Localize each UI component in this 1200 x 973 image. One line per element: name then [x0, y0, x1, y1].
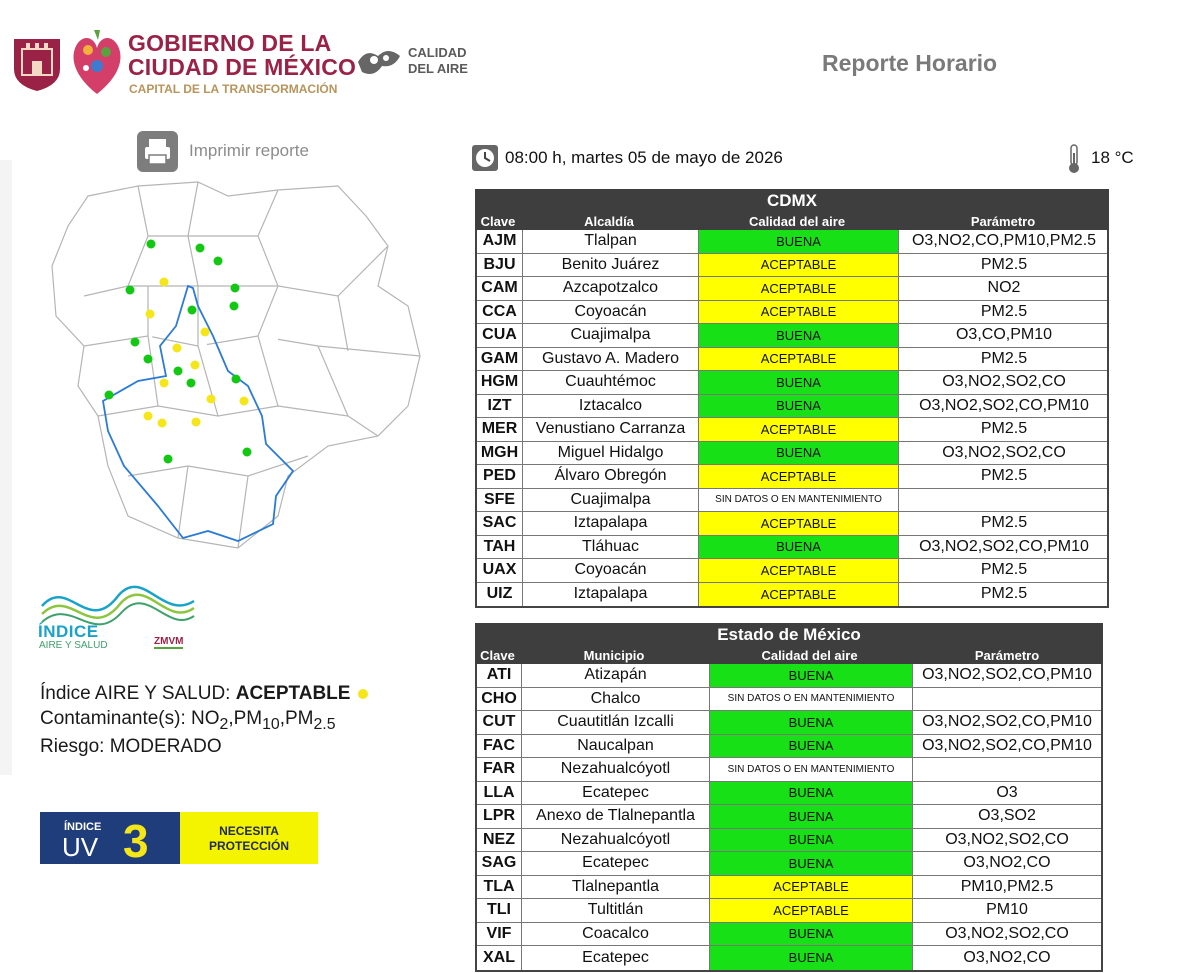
- station-name: Cuauhtémoc: [523, 371, 699, 394]
- station-name: Ecatepec: [522, 782, 710, 805]
- risk-line: Riesgo: MODERADO: [40, 736, 222, 757]
- parameters: PM2.5: [980, 585, 1028, 603]
- station-name: Cuajimalpa: [523, 489, 699, 512]
- table-row: [477, 465, 1107, 489]
- station-key: CCA: [477, 301, 523, 324]
- parameters: O3,NO2,SO2,CO,PM10: [922, 713, 1092, 731]
- table-row: [477, 230, 1107, 254]
- page-header: [0, 0, 1200, 110]
- parameters: O3,NO2,SO2,CO,PM10: [919, 537, 1089, 555]
- aire-logo-line1: CALIDAD: [408, 45, 467, 60]
- station-key: PED: [477, 465, 523, 488]
- station-map[interactable]: [48, 176, 422, 556]
- table-row: [477, 735, 1101, 759]
- station-name: Ecatepec: [522, 852, 710, 875]
- parameters: PM2.5: [980, 255, 1028, 273]
- station-name: Coyoacán: [523, 301, 699, 324]
- station-key: LPR: [477, 805, 522, 828]
- parameters: PM2.5: [980, 514, 1028, 532]
- parameters: O3,NO2,CO,PM10,PM2.5: [911, 232, 1097, 250]
- station-key: SAC: [477, 512, 523, 535]
- parameters: PM2.5: [980, 302, 1028, 320]
- station-name: Coacalco: [522, 923, 710, 946]
- parameters: O3,SO2: [978, 807, 1036, 825]
- parameters: O3,NO2,SO2,CO,PM10: [922, 736, 1092, 754]
- parameters: PM2.5: [980, 561, 1028, 579]
- station-name: Anexo de Tlalnepantla: [522, 805, 710, 828]
- air-quality: ACEPTABLE: [699, 583, 899, 607]
- air-quality: BUENA: [710, 829, 913, 852]
- edomex-stations-table: [475, 623, 1103, 972]
- table-row: [477, 805, 1101, 829]
- air-quality: BUENA: [699, 230, 899, 253]
- air-quality: ACEPTABLE: [699, 559, 899, 582]
- table-row: [477, 559, 1107, 583]
- report-datetime: 08:00 h, martes 05 de mayo de 2026: [505, 148, 783, 167]
- parameters: O3,NO2,CO: [963, 948, 1051, 966]
- table-header: [475, 647, 1103, 664]
- header-calidad: Calidad del aire: [761, 648, 858, 663]
- indice-logo-word: ÍNDICE: [38, 622, 99, 641]
- station-name: Ecatepec: [522, 946, 710, 970]
- uv-label: UV: [62, 832, 99, 862]
- parameters: PM10,PM2.5: [960, 877, 1054, 895]
- parameters: O3,CO,PM10: [955, 326, 1053, 344]
- station-key: TAH: [477, 536, 523, 559]
- parameters: O3,NO2,SO2,CO,PM10: [919, 396, 1089, 414]
- air-quality: ACEPTABLE: [699, 277, 899, 300]
- table-row: [477, 536, 1107, 560]
- station-key: UIZ: [477, 583, 523, 607]
- calidad-aire-logo: [354, 42, 404, 82]
- station-name: Venustiano Carranza: [523, 418, 699, 441]
- air-quality: BUENA: [710, 664, 913, 687]
- station-name: Coyoacán: [523, 559, 699, 582]
- station-key: FAC: [477, 735, 522, 758]
- air-quality: BUENA: [710, 735, 913, 758]
- table-row: [477, 782, 1101, 806]
- air-quality: BUENA: [710, 805, 913, 828]
- station-key: ATI: [477, 664, 522, 687]
- station-name: Iztapalapa: [523, 583, 699, 607]
- station-key: MGH: [477, 442, 523, 465]
- table-row: [477, 512, 1107, 536]
- zmvm-label: ZMVM: [154, 636, 184, 647]
- station-name: Iztapalapa: [523, 512, 699, 535]
- station-name: Azcapotzalco: [523, 277, 699, 300]
- air-quality: BUENA: [699, 442, 899, 465]
- table-row: [477, 277, 1107, 301]
- station-name: Tlalpan: [523, 230, 699, 253]
- heart-emblem-logo: [68, 26, 126, 98]
- print-report-link[interactable]: Imprimir reporte: [189, 141, 309, 160]
- air-quality: ACEPTABLE: [699, 418, 899, 441]
- station-key: CHO: [477, 688, 522, 711]
- air-health-index-line: [40, 683, 368, 705]
- gov-subtitle: CAPITAL DE LA TRANSFORMACIÓN: [129, 82, 338, 96]
- air-quality: SIN DATOS O EN MANTENIMIENTO: [710, 688, 913, 711]
- station-name: Gustavo A. Madero: [523, 348, 699, 371]
- index-label: Índice AIRE Y SALUD:: [40, 683, 236, 704]
- table-body: [475, 664, 1103, 972]
- air-quality: ACEPTABLE: [699, 348, 899, 371]
- station-key: NEZ: [477, 829, 522, 852]
- air-quality: BUENA: [710, 711, 913, 734]
- station-key: GAM: [477, 348, 523, 371]
- indice-logo-subtitle: AIRE Y SALUD: [39, 640, 108, 651]
- table-row: [477, 301, 1107, 325]
- air-quality: ACEPTABLE: [699, 512, 899, 535]
- header-calidad: Calidad del aire: [748, 214, 846, 229]
- station-name: Miguel Hidalgo: [523, 442, 699, 465]
- aire-logo-line2: DEL AIRE: [408, 61, 468, 76]
- table-row: [477, 688, 1101, 712]
- station-key: CUT: [477, 711, 522, 734]
- uv-value: 3: [123, 815, 149, 867]
- table-row: [477, 852, 1101, 876]
- air-quality: BUENA: [699, 395, 899, 418]
- parameters: O3,NO2,SO2,CO: [942, 443, 1066, 461]
- station-key: BJU: [477, 254, 523, 277]
- table-row: [477, 371, 1107, 395]
- table-row: [477, 442, 1107, 466]
- header-municipio: Municipio: [583, 648, 645, 663]
- station-key: IZT: [477, 395, 523, 418]
- contaminants-value: $NO_2,PM_{10},PM_{2.5}$: [191, 708, 336, 733]
- table-row: [477, 946, 1101, 970]
- index-status-dot: [358, 689, 368, 699]
- cdmx-shield-logo: [10, 35, 64, 93]
- station-name: Naucalpan: [522, 735, 710, 758]
- air-quality: ACEPTABLE: [699, 301, 899, 324]
- parameters: PM2.5: [980, 420, 1028, 438]
- uv-advice-panel: [180, 812, 318, 864]
- report-title: Reporte Horario: [822, 50, 998, 76]
- air-quality: BUENA: [710, 923, 913, 946]
- station-key: SAG: [477, 852, 522, 875]
- table-row: [477, 489, 1107, 513]
- station-key: TLA: [477, 876, 522, 899]
- station-name: Iztacalco: [523, 395, 699, 418]
- table-row: [477, 583, 1107, 607]
- uv-small-label: ÍNDICE: [64, 821, 102, 833]
- table-row: [477, 254, 1107, 278]
- contaminants-label: Contaminante(s):: [40, 708, 192, 729]
- air-quality: ACEPTABLE: [710, 899, 913, 922]
- thermometer-icon: [1066, 143, 1082, 175]
- parameters: O3,NO2,SO2,CO: [945, 924, 1069, 942]
- parameters: O3,NO2,SO2,CO: [942, 373, 1066, 391]
- station-name: Nezahualcóyotl: [522, 758, 710, 781]
- table-row: [477, 664, 1101, 688]
- gov-title-line1: GOBIERNO DE LA: [128, 30, 332, 56]
- station-name: Benito Juárez: [523, 254, 699, 277]
- header-alcaldia: Alcaldía: [584, 214, 634, 229]
- table-row: [477, 829, 1101, 853]
- printer-icon[interactable]: [137, 131, 178, 172]
- parameters: PM2.5: [980, 467, 1028, 485]
- header-parametro: Parámetro: [974, 648, 1040, 663]
- air-quality: ACEPTABLE: [699, 254, 899, 277]
- uv-index-panel: [40, 812, 180, 867]
- parameters: PM2.5: [980, 349, 1028, 367]
- air-quality: BUENA: [699, 324, 899, 347]
- parameters: O3,NO2,SO2,CO: [945, 830, 1069, 848]
- station-key: TLI: [477, 899, 522, 922]
- parameters: O3,NO2,CO: [963, 854, 1051, 872]
- station-name: Chalco: [522, 688, 710, 711]
- station-key: HGM: [477, 371, 523, 394]
- air-quality: BUENA: [710, 852, 913, 875]
- parameters: O3: [996, 783, 1018, 801]
- air-quality: SIN DATOS O EN MANTENIMIENTO: [699, 489, 899, 512]
- table-row: [477, 899, 1101, 923]
- air-quality: BUENA: [710, 946, 913, 970]
- station-key: AJM: [477, 230, 523, 253]
- station-key: LLA: [477, 782, 522, 805]
- table-row: [477, 395, 1107, 419]
- index-value: ACEPTABLE: [235, 683, 351, 704]
- table-row: [477, 758, 1101, 782]
- parameters: O3,NO2,SO2,CO,PM10: [922, 666, 1092, 684]
- header-clave: Clave: [480, 214, 516, 229]
- gov-title-line2: CIUDAD DE MÉXICO: [128, 54, 357, 80]
- table-header: [475, 213, 1109, 230]
- air-quality: BUENA: [699, 371, 899, 394]
- table-row: [477, 324, 1107, 348]
- parameters: [913, 688, 1101, 711]
- header-clave: Clave: [480, 648, 515, 663]
- station-key: UAX: [477, 559, 523, 582]
- station-name: Tultitlán: [522, 899, 710, 922]
- uv-advice-line2: PROTECCIÓN: [208, 839, 289, 853]
- station-key: CAM: [477, 277, 523, 300]
- parameters: NO2: [987, 279, 1021, 297]
- left-edge-strip: [0, 160, 12, 775]
- clock-icon: [471, 144, 499, 172]
- table-title: CDMX: [475, 189, 1109, 213]
- table-title: Estado de México: [475, 623, 1103, 647]
- parameters: [913, 758, 1101, 781]
- station-name: Tláhuac: [523, 536, 699, 559]
- station-key: CUA: [477, 324, 523, 347]
- uv-advice-line1: NECESITA: [219, 824, 279, 838]
- station-name: Cuautitlán Izcalli: [522, 711, 710, 734]
- header-parametro: Parámetro: [970, 214, 1036, 229]
- station-name: Atizapán: [522, 664, 710, 687]
- air-quality: ACEPTABLE: [710, 876, 913, 899]
- station-name: Álvaro Obregón: [523, 465, 699, 488]
- table-row: [477, 348, 1107, 372]
- table-body: [475, 230, 1109, 608]
- station-name: Nezahualcóyotl: [522, 829, 710, 852]
- temperature-value: 18 °C: [1091, 148, 1134, 167]
- air-quality: BUENA: [699, 536, 899, 559]
- table-row: [477, 418, 1107, 442]
- station-name: Tlalnepantla: [522, 876, 710, 899]
- parameters: PM10: [986, 901, 1028, 919]
- contaminants-line: [40, 708, 336, 734]
- cdmx-stations-table: [475, 189, 1109, 608]
- table-row: [477, 923, 1101, 947]
- parameters: [899, 489, 1109, 512]
- station-key: MER: [477, 418, 523, 441]
- station-key: FAR: [477, 758, 522, 781]
- station-key: VIF: [477, 923, 522, 946]
- air-quality: BUENA: [710, 782, 913, 805]
- station-key: XAL: [477, 946, 522, 970]
- station-key: SFE: [477, 489, 523, 512]
- table-row: [477, 711, 1101, 735]
- uv-index-banner: [40, 812, 318, 867]
- air-quality: SIN DATOS O EN MANTENIMIENTO: [710, 758, 913, 781]
- air-quality: ACEPTABLE: [699, 465, 899, 488]
- table-row: [477, 876, 1101, 900]
- station-name: Cuajimalpa: [523, 324, 699, 347]
